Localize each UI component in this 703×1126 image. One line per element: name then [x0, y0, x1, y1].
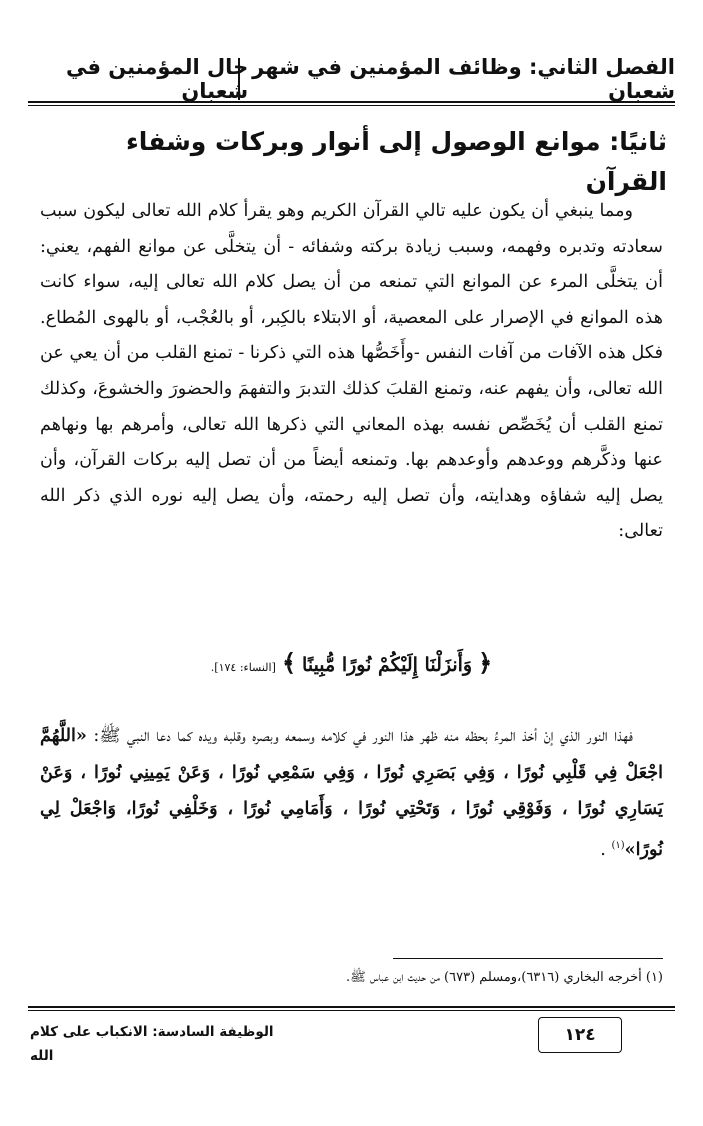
quran-verse [40, 643, 663, 688]
header-rule-thin [28, 105, 675, 106]
footer-book-section: الوظيفة السادسة: الانكباب على كلام الله [30, 1024, 274, 1064]
verse-reference: [النساء: ١٧٤]. [210, 661, 276, 674]
paragraph-2-end: . [600, 839, 612, 860]
footer-rule [28, 1006, 675, 1008]
section-heading: ثانيًا: موانع الوصول إلى أنوار وبركات وشفاء القرآن [126, 127, 667, 196]
verse-close-bracket: ﴾ [281, 648, 296, 677]
body-paragraph-2 [40, 718, 663, 868]
footnote-rule [393, 958, 663, 959]
verse-text: وَأَنزَلْنَا إِلَيْكُمْ نُورًا مُّبِينًا [302, 654, 473, 676]
body-paragraph-2-container [40, 718, 663, 868]
hadith-text: «اللَّهُمَّ اجْعَلْ فِي قَلْبِي نُورًا ، وَفِي بَصَرِي نُورًا ، وَفِي سَمْعِي نُورًا ، وَعَنْ يَمِينِي نُورًا ، وَعَنْ يَسَارِي نُورًا ، وَفَوْقِي نُورًا ، وَتَحْتِي نُورًا ، وَأَمَامِي نُورًا ، وَخَلْفِي نُورًا، وَاجْعَلْ لِي نُورًا» [40, 725, 663, 860]
body-paragraph-1-container [40, 194, 663, 550]
header-separator [238, 58, 240, 100]
footnote-marker: (١) [611, 839, 625, 851]
paragraph-2-intro: فهذا النور الذي إنْ أخذ المرءُ بحظه منه ظهر هذا النور في كلامه وسمعه وبصره وقلبه ويده كما دعا النبي ﷺ: [86, 726, 633, 746]
chapter-title: الفصل الثاني: وظائف المؤمنين في شهر شعبان [252, 55, 675, 103]
body-paragraph-1: ومما ينبغي أن يكون عليه تالي القرآن الكريم وهو يقرأ كلام الله تعالى ليكون سبب سعادته وتدبره وفهمه، وسبب زيادة بركته وشفائه - أن يتخلَّى عن موانع الفهم، يعني: أن يتخلَّى المرء عن الموانع التي تمنعه من أن يصل كلام الله تعالى إليه، سواء كانت هذه الموانع في الإصرار على المعصية، أو الابتلاء بالكِبر، أو بالعُجْب، أو بالهوى المُطاع. فكل هذه الآفات من آفات النفس -وأَخَصُّها هذه التي ذكرنا - تمنع القلب من أن يعي عن الله تعالى، وأن يفهم عنه، وتمنع القلبَ كذلك التدبرَ والتفهمَ والحضورَ والخشوعَ، وكذلك تمنع القلب أن يُخَصِّص نفسه بهذه المعاني التي ذكرها الله تعالى، وأمرهم بها ونهاهم عنها وذكَّرهم ووعدهم وأوعدهم بها. وتمنعه أيضاً من أن تصل إليه بركات القرآن، وأن يصل إليه شفاؤه وهدايته، وأن تصل إليه رحمته، وأن يصل إليه نوره الذي ذكر الله تعالى: [40, 201, 663, 542]
section-running-title: حال المؤمنين في شعبان [65, 55, 249, 103]
verse-open-bracket: ﴿ [478, 648, 493, 677]
footnote: (١) أخرجه البخاري (٦٣١٦)،ومسلم (٦٧٣) من حديث ابن عباس ﷺ. [345, 970, 663, 985]
running-header [28, 55, 675, 103]
page-number: ١٢٤ [538, 1017, 622, 1053]
header-rule [28, 101, 675, 103]
footer-rule-thin [28, 1010, 675, 1011]
